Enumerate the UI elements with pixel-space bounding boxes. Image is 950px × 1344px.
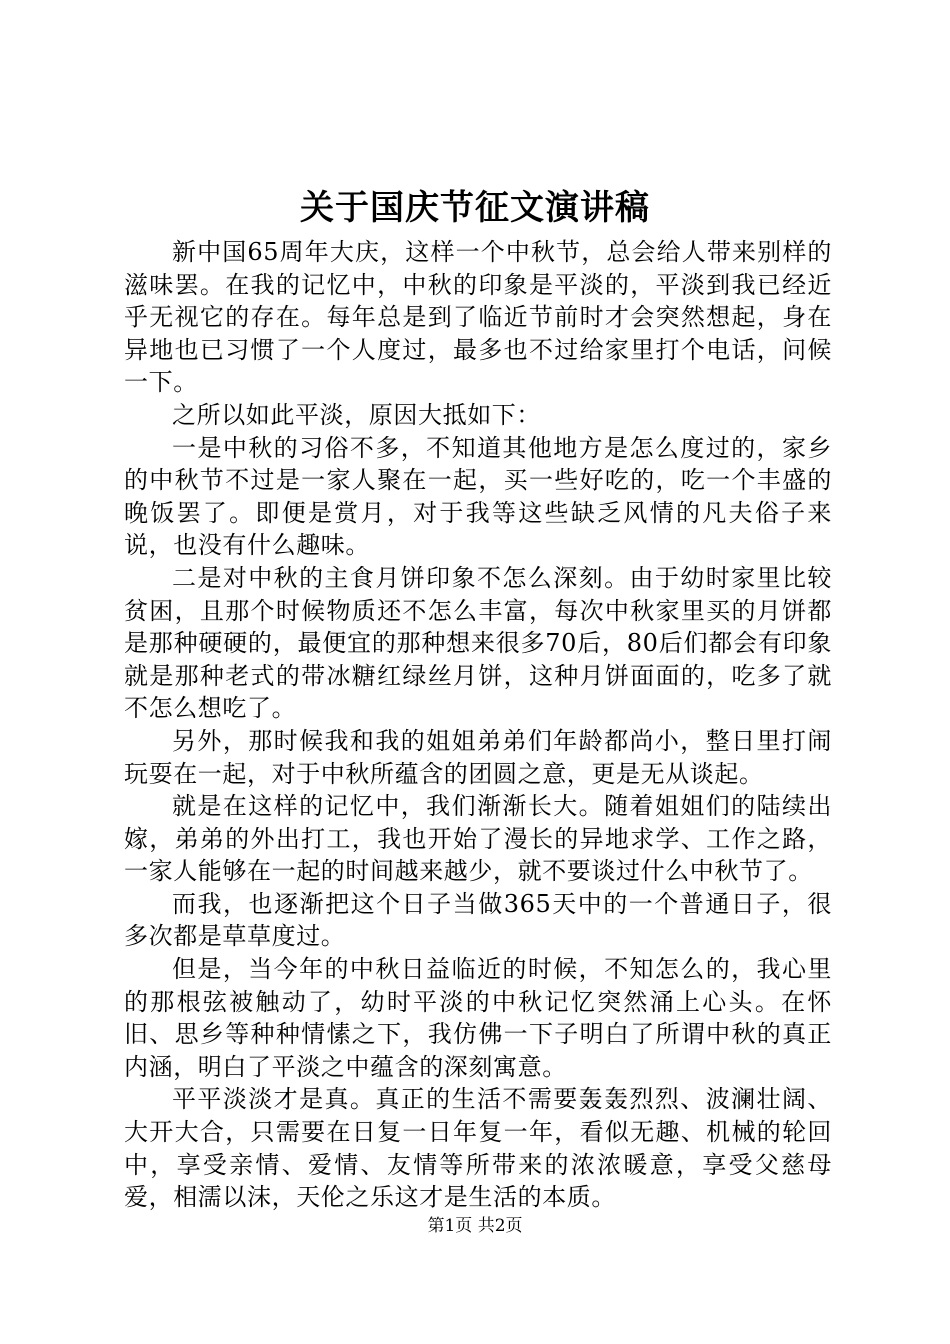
- paragraph: 二是对中秋的主食月饼印象不怎么深刻。由于幼时家里比较贫困，且那个时候物质还不怎么丰富，每次中秋家里买的月饼都是那种硬硬的，最便宜的那种想来很多70后，80后们都会有印象就是那种老式的带冰糖红绿丝月饼，这种月饼面面的，吃多了就不怎么想吃了。: [124, 563, 832, 723]
- document-body: [124, 236, 832, 1214]
- paragraph: 新中国65周年大庆，这样一个中秋节，总会给人带来别样的滋味罢。在我的记忆中，中秋的印象是平淡的，平淡到我已经近乎无视它的存在。每年总是到了临近节前时才会突然想起，身在异地也已习惯了一个人度过，最多也不过给家里打个电话，问候一下。: [124, 238, 832, 397]
- paragraph: 就是在这样的记忆中，我们渐渐长大。随着姐姐们的陆续出嫁，弟弟的外出打工，我也开始了漫长的异地求学、工作之路，一家人能够在一起的时间越来越少，就不要谈过什么中秋节了。: [124, 792, 832, 886]
- document-title: 关于国庆节征文演讲稿: [300, 188, 650, 228]
- paragraph: 而我，也逐渐把这个日子当做365天中的一个普通日子，很多次都是草草度过。: [124, 889, 832, 951]
- page-number-footer: 第1页 共2页: [427, 1216, 523, 1236]
- paragraph: 平平淡淡才是真。真正的生活不需要轰轰烈烈、波澜壮阔、大开大合，只需要在日复一日年复一年，看似无趣、机械的轮回中，享受亲情、爱情、友情等所带来的浓浓暖意，享受父慈母爱，相濡以沫，天伦之乐这才是生活的本质。: [124, 1085, 832, 1212]
- paragraph: 之所以如此平淡，原因大抵如下：: [172, 400, 541, 429]
- paragraph: 但是，当今年的中秋日益临近的时候，不知怎么的，我心里的那根弦被触动了，幼时平淡的中秋记忆突然涌上心头。在怀旧、思乡等种种情愫之下，我仿佛一下子明白了所谓中秋的真正内涵，明白了平淡之中蕴含的深刻寓意。: [124, 955, 832, 1081]
- paragraph: 另外，那时候我和我的姐姐弟弟们年龄都尚小，整日里打闹玩耍在一起，对于中秋所蕴含的团圆之意，更是无从谈起。: [124, 726, 832, 788]
- paragraph: 一是中秋的习俗不多，不知道其他地方是怎么度过的，家乡的中秋节不过是一家人聚在一起，买一些好吃的，吃一个丰盛的晚饭罢了。即便是赏月，对于我等这些缺乏风情的凡夫俗子来说，也没有什么趣味。: [124, 433, 832, 560]
